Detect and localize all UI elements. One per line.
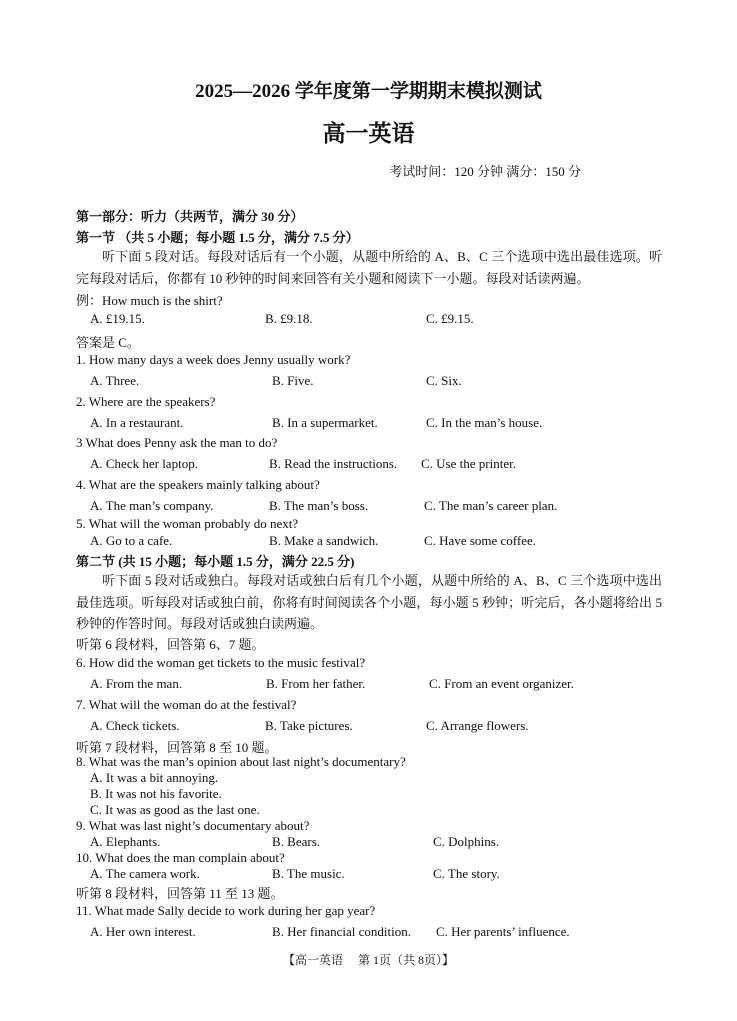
- example-option-a: A. £19.15.: [90, 311, 145, 326]
- q8-option-c: C. It was as good as the last one.: [90, 802, 260, 817]
- q2-option-b: B. In a supermarket.: [272, 415, 378, 430]
- q6-option-c: C. From an event organizer.: [429, 676, 574, 691]
- section1-heading: 第一节 （共 5 小题；每小题 1.5 分，满分 7.5 分）: [76, 230, 359, 245]
- subject-title: 高一英语: [322, 121, 415, 146]
- q4-option-c: C. The man’s career plan.: [424, 498, 558, 513]
- question-6: 6. How did the woman get tickets to the music festival?: [76, 655, 366, 670]
- q3-option-b: B. Read the instructions.: [269, 456, 398, 471]
- exam-title: 2025—2026 学年度第一学期期末模拟测试: [195, 81, 542, 102]
- q11-option-a: A. Her own interest.: [90, 924, 196, 939]
- example-question: 例：How much is the shirt?: [76, 293, 223, 308]
- q9-option-c: C. Dolphins.: [433, 834, 500, 849]
- q8-option-a: A. It was a bit annoying.: [90, 770, 219, 785]
- q8-option-b: B. It was not his favorite.: [90, 786, 222, 801]
- question-5: 5. What will the woman probably do next?: [76, 516, 299, 531]
- part1-heading: 第一部分：听力（共两节，满分 30 分）: [76, 209, 304, 224]
- q1-option-a: A. Three.: [90, 373, 140, 388]
- question-4: 4. What are the speakers mainly talking about?: [76, 477, 320, 492]
- q4-option-a: A. The man’s company.: [90, 498, 214, 513]
- example-option-c: C. £9.15.: [426, 311, 474, 326]
- q9-option-b: B. Bears.: [272, 834, 321, 849]
- q7-option-a: A. Check tickets.: [90, 718, 180, 733]
- q7-option-b: B. Take pictures.: [265, 718, 353, 733]
- section2-instructions: 听下面 5 段对话或独白。每段对话或独白后有几个小题，从题中所给的 A、B、C 三个选项中选出最佳选项。听每段对话或独白前，你将有时间阅读各个小题，每小题 5 秒钟；听完后，各小题将给出 5 秒钟的作答时间。每段对话或独白读两遍。: [76, 573, 662, 631]
- question-7: 7. What will the woman do at the festival?: [76, 697, 297, 712]
- q1-option-c: C. Six.: [426, 373, 462, 388]
- page-footer: 【高一英语 第 1页（共 8页）】: [282, 953, 454, 967]
- question-2: 2. Where are the speakers?: [76, 394, 216, 409]
- q11-option-c: C. Her parents’ influence.: [436, 924, 570, 939]
- q11-option-b: B. Her financial condition.: [272, 924, 411, 939]
- q3-option-a: A. Check her laptop.: [90, 456, 198, 471]
- question-3: 3 What does Penny ask the man to do?: [76, 435, 278, 450]
- q4-option-b: B. The man’s boss.: [269, 498, 369, 513]
- question-8: 8. What was the man’s opinion about last night’s documentary?: [76, 754, 406, 769]
- q10-option-b: B. The music.: [272, 866, 345, 881]
- section1-instructions: 听下面 5 段对话。每段对话后有一个小题，从题中所给的 A、B、C 三个选项中选出最佳选项。听完每段对话后，你都有 10 秒钟的时间来回答有关小题和阅读下一小题。每段对话读两遍。: [76, 249, 662, 286]
- q2-option-c: C. In the man’s house.: [426, 415, 543, 430]
- q6-option-b: B. From her father.: [266, 676, 366, 691]
- q10-option-c: C. The story.: [433, 866, 500, 881]
- segment-6-instruction: 听第 6 段材料，回答第 6、7 题。: [76, 637, 265, 652]
- q5-option-c: C. Have some coffee.: [424, 533, 537, 548]
- question-1: 1. How many days a week does Jenny usually work?: [76, 352, 351, 367]
- q6-option-a: A. From the man.: [90, 676, 183, 691]
- q3-option-c: C. Use the printer.: [421, 456, 516, 471]
- example-answer: 答案是 C。: [76, 335, 140, 350]
- exam-info: 考试时间：120 分钟 满分：150 分: [389, 164, 581, 179]
- section2-heading: 第二节 (共 15 小题；每小题 1.5 分，满分 22.5 分): [76, 554, 355, 569]
- q10-option-a: A. The camera work.: [90, 866, 200, 881]
- segment-8-instruction: 听第 8 段材料，回答第 11 至 13 题。: [76, 886, 284, 901]
- question-10: 10. What does the man complain about?: [76, 850, 285, 865]
- q1-option-b: B. Five.: [272, 373, 314, 388]
- q7-option-c: C. Arrange flowers.: [426, 718, 529, 733]
- q2-option-a: A. In a restaurant.: [90, 415, 184, 430]
- q9-option-a: A. Elephants.: [90, 834, 161, 849]
- q5-option-b: B. Make a sandwich.: [269, 533, 379, 548]
- question-9: 9. What was last night’s documentary about?: [76, 818, 310, 833]
- segment-7-instruction: 听第 7 段材料，回答第 8 至 10 题。: [76, 740, 278, 755]
- question-11: 11. What made Sally decide to work during her gap year?: [76, 903, 376, 918]
- q5-option-a: A. Go to a cafe.: [90, 533, 173, 548]
- example-option-b: B. £9.18.: [265, 311, 313, 326]
